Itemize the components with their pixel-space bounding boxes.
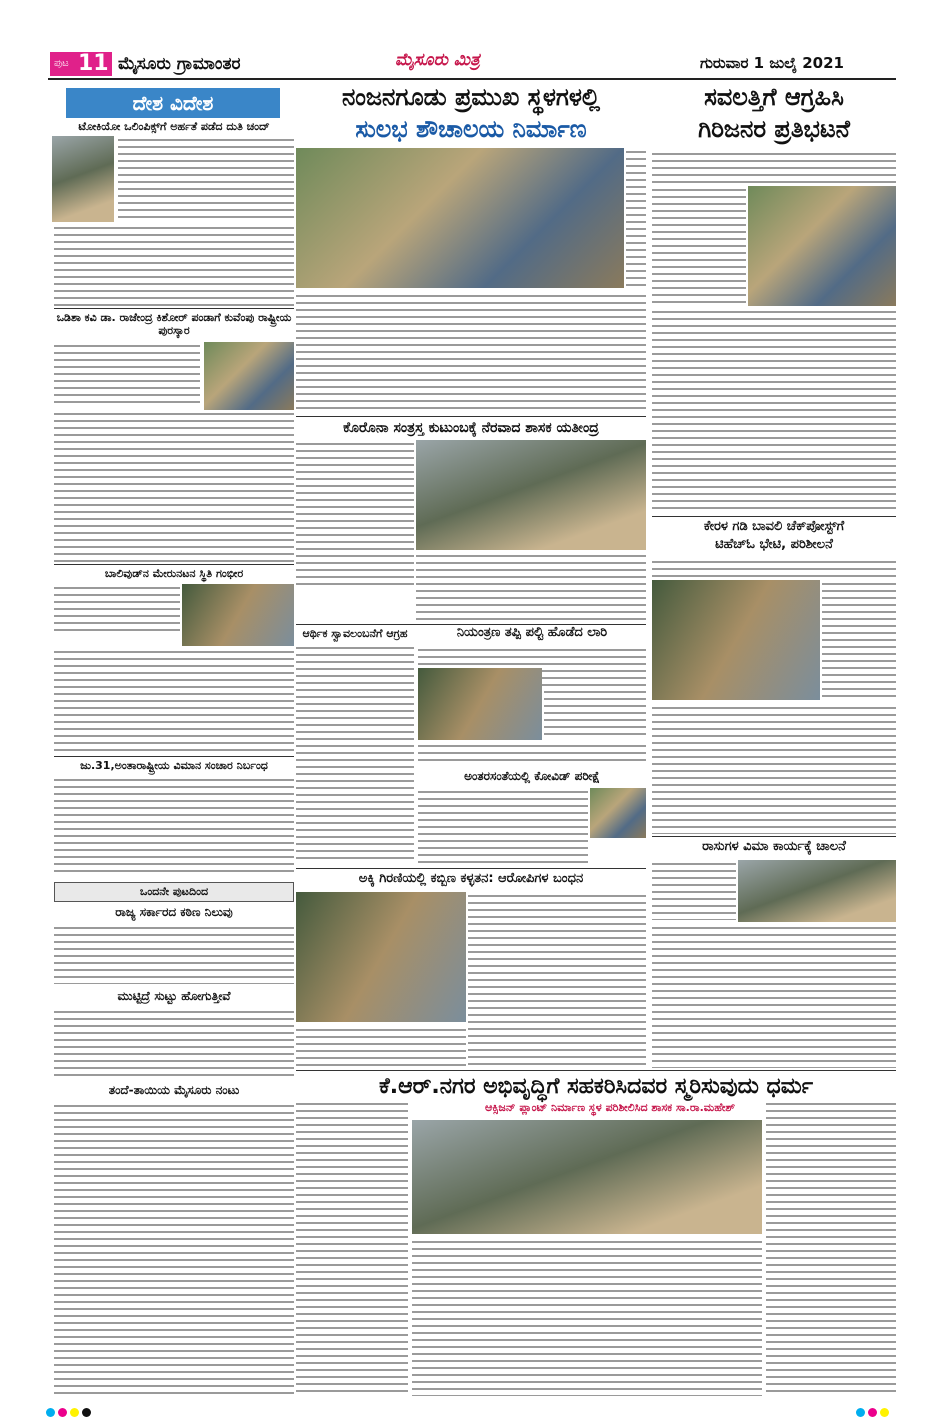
section-banner: ದೇಶ ವಿದೇಶ [66,88,280,118]
article-text [418,788,588,864]
registration-mark-cyan [46,1408,55,1417]
article-text [118,136,294,222]
headline-cattle-insurance: ರಾಸುಗಳ ವಿಮಾ ಕಾರ್ಯಕ್ಕೆ ಚಾಲನೆ [702,839,846,854]
headline-kr-nagar: ಕೆ.ಆರ್.ನಗರ ಅಭಿವೃದ್ಧಿಗೆ ಸಹಕರಿಸಿದವರ ಸ್ಮರಿಸುವುದು ಧರ್ಮ [378,1074,814,1099]
registration-mark-yellow [70,1408,79,1417]
headline-mysuru-bond: ತಂದೆ-ತಾಯಿಯ ಮೈಸೂರು ನಂಟು [108,1083,240,1097]
headline-lorry: ನಿಯಂತ್ರಣ ತಪ್ಪಿ ಪಲ್ಟಿ ಹೊಡೆದ ಲಾರಿ [456,625,608,640]
headline-facilities: ಸವಲತ್ತಿಗೆ ಆಗ್ರಹಿಸಿ [704,83,844,111]
article-text [652,150,896,184]
photo-protest [748,186,896,306]
section-title: ಮೈಸೂರು ಗ್ರಾಮಾಂತರ [118,54,241,74]
article-text [652,704,896,834]
article-text [54,224,294,306]
photo-lorry [418,668,542,740]
registration-mark-black [82,1408,91,1417]
article-text [416,552,646,620]
registration-mark-cyan [856,1408,865,1417]
continued-box-header: ಒಂದನೇ ಪುಟದಿಂದ [54,882,294,902]
headline-yathindra: ಕೊರೊನಾ ಸಂತ್ರಸ್ತ ಕುಟುಂಬಕ್ಕೆ ನೆರವಾದ ಶಾಸಕ ಯತೀಂದ್ರ [343,420,599,436]
headline-touch-burn: ಮುಟ್ಟಿದ್ರೆ ಸುಟ್ಟು ಹೋಗುತ್ತೀವೆ [117,989,231,1003]
article-text [54,776,294,876]
article-text [296,440,414,590]
headline-state-stand: ರಾಜ್ಯ ಸರ್ಕಾರದ ಕಠಿಣ ನಿಲುವು [115,905,233,919]
headline-dutee: ಟೋಕಿಯೋ ಒಲಿಂಪಿಕ್ಸ್‌ಗೆ ಅರ್ಹತೆ ಪಡೆದ ದುತಿ ಚಂದ್ [78,120,270,133]
photo-caption [626,148,646,288]
article-text [418,742,646,766]
article-text [296,1026,466,1068]
photo-accused [296,892,466,1022]
article-text [296,1100,408,1396]
article-text [54,342,200,406]
headline-nanjangud: ನಂಜನಗೂಡು ಪ್ರಮುಖ ಸ್ಥಳಗಳಲ್ಲಿ [341,83,601,111]
photo-poet [204,342,294,410]
article-text [54,584,180,632]
article-text [822,580,896,700]
article-text [296,644,414,864]
article-text [296,292,646,414]
photo-athlete [52,136,114,222]
photo-mla-visit [416,440,646,550]
article-text [652,308,896,514]
headline-covid-test: ಅಂತರಸಂತೆಯಲ್ಲಿ ಕೋವಿಡ್ ಪರೀಕ್ಷೆ [464,769,600,783]
article-text [54,648,294,754]
article-text [468,892,646,1068]
photo-checkpost [652,580,820,700]
article-text [652,186,746,306]
page-number: 11 [78,51,109,76]
headline-flight-ban: ಜು.31,ಅಂತಾರಾಷ್ಟ್ರೀಯ ವಿಮಾನ ಸಂಚಾರ ನಿರ್ಬಂಧ [80,759,268,772]
article-text [54,924,294,984]
registration-mark-magenta [58,1408,67,1417]
article-text [652,924,896,1068]
subheadline-oxygen-plant: ಆಕ್ಸಿಜನ್ ಪ್ಲಾಂಟ್ ನಿರ್ಮಾಣ ಸ್ಥಳ ಪರಿಶೀಲಿಸಿದ ಶಾಸಕ ಸಾ.ರಾ.ಮಹೇಶ್ [484,1101,736,1114]
registration-mark-magenta [868,1408,877,1417]
photo-cattle [738,860,896,922]
photo-toilet-inauguration [296,148,624,288]
headline-theft: ಅಕ್ಕಿ ಗಿರಣಿಯಲ್ಲಿ ಕಬ್ಬಿಣ ಕಳ್ಳತನ: ಆರೋಪಿಗಳ ಬಂಧನ [358,871,584,886]
article-text [766,1100,896,1396]
headline-kuvempu-award: ಒಡಿಶಾ ಕವಿ ಡಾ. ರಾಜೇಂದ್ರ ಕಿಶೋರ್ ಪಂಡಾಗೆ ಕುವೆಂಪು ರಾಷ್ಟ್ರೀಯ ಪುರಸ್ಕಾರ [56,311,292,337]
headline-economic: ಆರ್ಥಿಕ ಸ್ವಾವಲಂಬನೆಗೆ ಆಗ್ರಹ [302,627,408,640]
headline-tho-visit: ಟಿಹೆಚ್‌ಓ ಭೇಟಿ, ಪರಿಶೀಲನೆ [715,537,833,552]
issue-date: ಗುರುವಾರ 1 ಜುಲೈ 2021 [700,54,844,72]
masthead-logo: ಮೈಸೂರು ಮಿತ್ರ [395,50,480,70]
photo-covid-test [590,788,646,838]
article-text [412,1238,762,1396]
headline-bollywood-actor: ಬಾಲಿವುಡ್‌ನ ಮೇರುನಟನ ಸ್ಥಿತಿ ಗಂಭೀರ [104,567,244,580]
article-text [54,1102,294,1394]
article-text [652,860,736,920]
headline-tribal-protest: ಗಿರಿಜನರ ಪ್ರತಿಭಟನೆ [698,115,850,143]
article-text [652,558,896,578]
headline-kerala-border: ಕೇರಳ ಗಡಿ ಬಾವಲಿ ಚೆಕ್‌ಪೋಸ್ಟ್‌ಗೆ [703,519,845,534]
article-text [54,1008,294,1078]
photo-oxygen-plant [412,1120,762,1234]
page-label: ಪುಟ [54,58,69,69]
registration-mark-yellow [880,1408,889,1417]
article-text [544,688,646,740]
photo-actors [182,584,294,646]
headline-toilets: ಸುಲಭ ಶೌಚಾಲಯ ನಿರ್ಮಾಣ [355,115,587,143]
article-text [54,410,294,562]
